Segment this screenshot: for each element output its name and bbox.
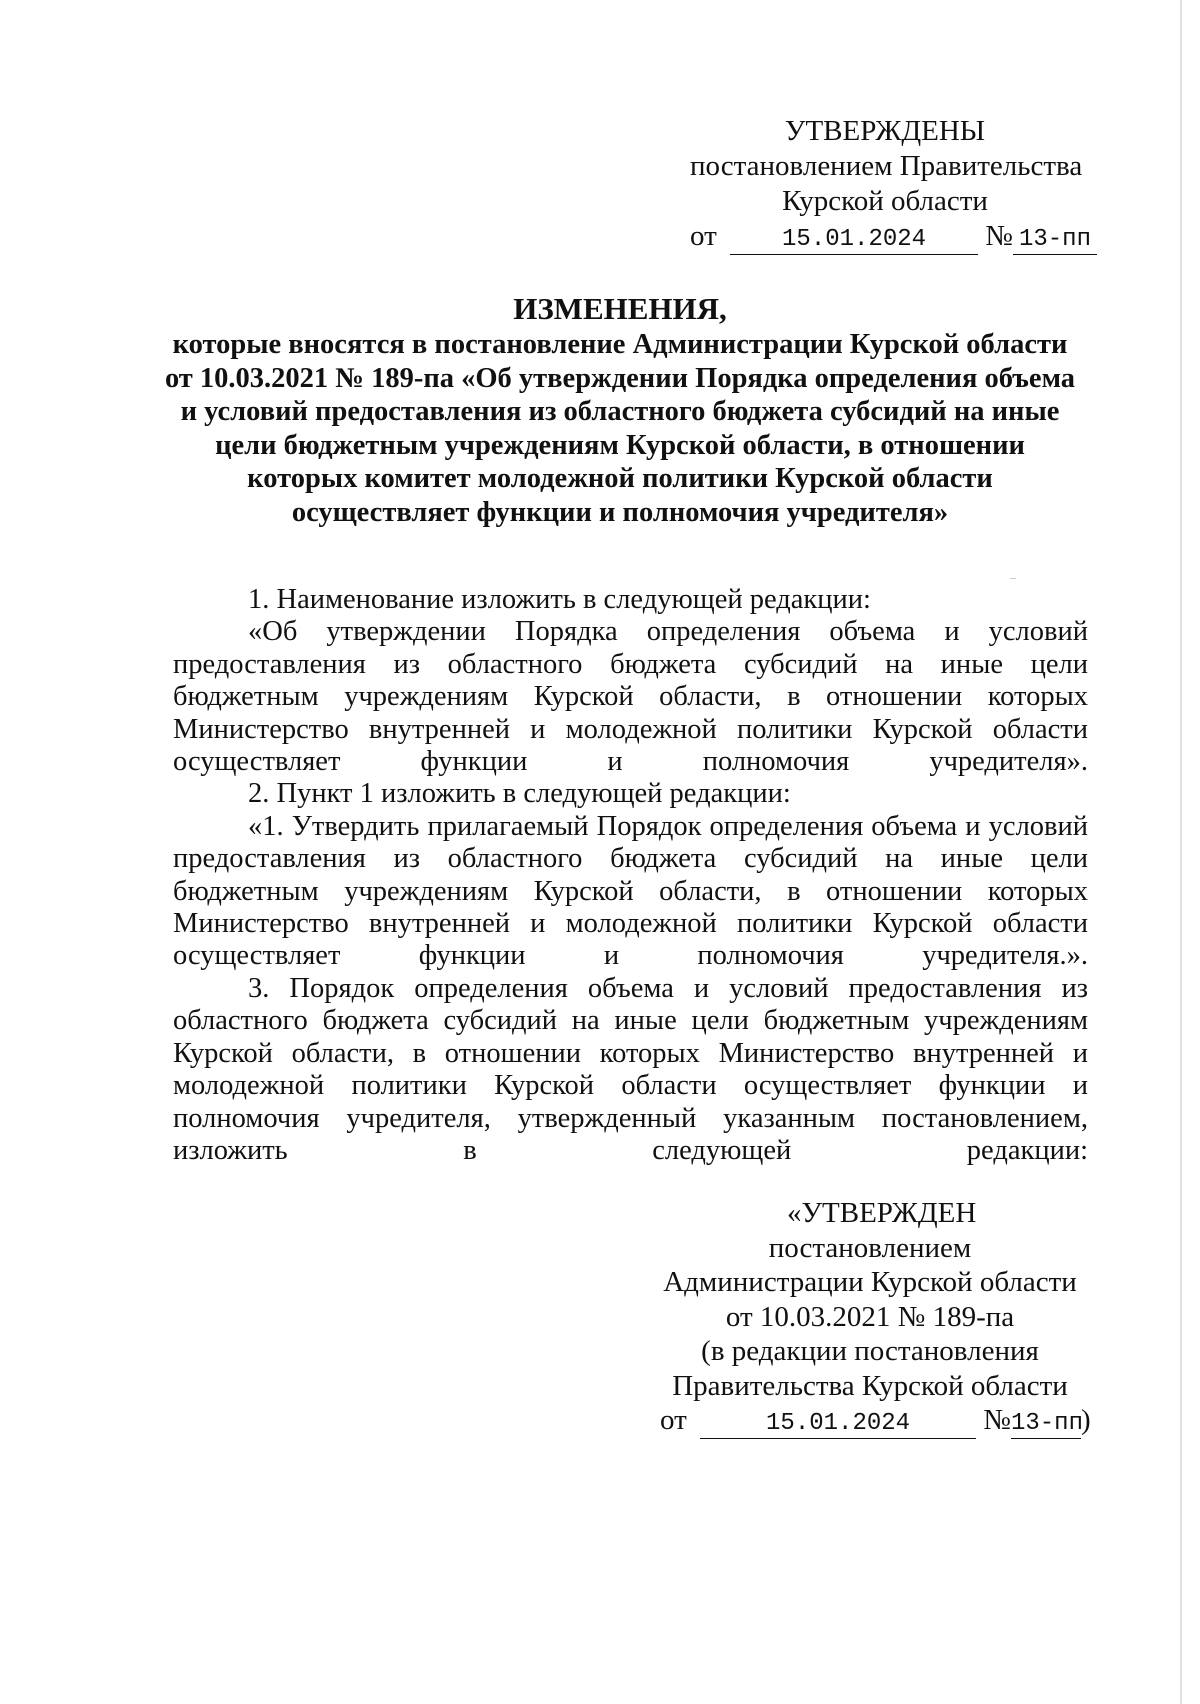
date-prefix: от: [690, 220, 717, 252]
number-prefix: №: [985, 220, 1013, 252]
date-value: 15.01.2024: [766, 1410, 911, 1437]
date-field: [730, 222, 978, 255]
closing-paren: ): [1080, 1404, 1091, 1436]
paragraph-quote-2: «1. Утвердить прилагаемый Порядок определения объема и условий предоставления из областного бюджета субсидий на иные цели бюджетным учреждениям Курской области, в отношении которых Министерство внутренней и молодежной политики Курской области осуществляет функции и полномочия учредителя.».: [173, 810, 1088, 972]
paragraph-item-1: 1. Наименование изложить в следующей редакции:: [248, 584, 871, 615]
document-body: [173, 584, 1088, 1167]
approval-date-line: [655, 1403, 1091, 1439]
number-value: 13-пп: [1010, 1410, 1083, 1437]
number-field: [1011, 1406, 1081, 1439]
paragraph-quote-1: «Об утверждении Порядка определения объема и условий предоставления из областного бюджета субсидий на иные цели бюджетным учреждениям Курской области, в отношении которых Министерство внутренней и молодежной политики Курской области осуществляет функции и полномочия учредителя».: [173, 616, 1088, 778]
paragraph-item-3: 3. Порядок определения объема и условий предоставления из областного бюджета субсидий на иные цели бюджетным учреждениям Курской области, в отношении которых Министерство внутренней и молодежной политики Курской области осуществляет функции и полномочия учредителя, утвержденный указанным постановлением, изложить в следующей редакции:: [173, 972, 1088, 1166]
approval-line-2: Администрации Курской области: [663, 1266, 1077, 1298]
subtitle-line: осуществляет функции и полномочия учредителя»: [291, 496, 949, 528]
paragraph-item-2: 2. Пункт 1 изложить в следующей редакции:: [248, 778, 791, 810]
approval-stamp-bottom: [655, 1196, 1091, 1439]
approval-line-4: (в редакции постановления: [701, 1335, 1039, 1367]
scan-speck: [1010, 578, 1016, 579]
scan-edge: [1180, 0, 1182, 1704]
approval-heading: УТВЕРЖДЕНЫ: [784, 115, 986, 147]
subtitle-line: которые вносятся в постановление Администрации Курской области: [172, 329, 1068, 360]
number-value: 13-пп: [1018, 226, 1091, 253]
subtitle-line: и условий предоставления из областного бюджета субсидий на иные: [180, 396, 1060, 427]
approval-line-2: Курской области: [782, 185, 988, 217]
number-field: [1013, 222, 1097, 255]
date-prefix: от: [660, 1404, 687, 1436]
document-title: ИЗМЕНЕНИЯ,: [513, 291, 727, 326]
approval-heading: «УТВЕРЖДЕН: [787, 1197, 977, 1229]
number-prefix: №: [983, 1404, 1011, 1436]
date-value: 15.01.2024: [782, 226, 927, 253]
subtitle-line: от 10.03.2021 № 189-па «Об утверждении Порядка определения объема: [164, 362, 1076, 394]
approval-line-1: постановлением: [768, 1231, 972, 1264]
subtitle-line: цели бюджетным учреждениям Курской области, в отношении: [215, 429, 1025, 461]
approval-line-5: Правительства Курской области: [672, 1369, 1068, 1402]
approval-line-1: постановлением Правительства: [690, 150, 1083, 182]
subtitle-line: которых комитет молодежной политики Курской области: [247, 463, 993, 494]
approval-date-line: [690, 219, 1091, 255]
document-subtitle: [150, 328, 1090, 529]
approval-line-3: от 10.03.2021 № 189-па: [725, 1300, 1015, 1333]
approval-stamp-top: [690, 114, 1091, 255]
date-field: [700, 1406, 976, 1439]
